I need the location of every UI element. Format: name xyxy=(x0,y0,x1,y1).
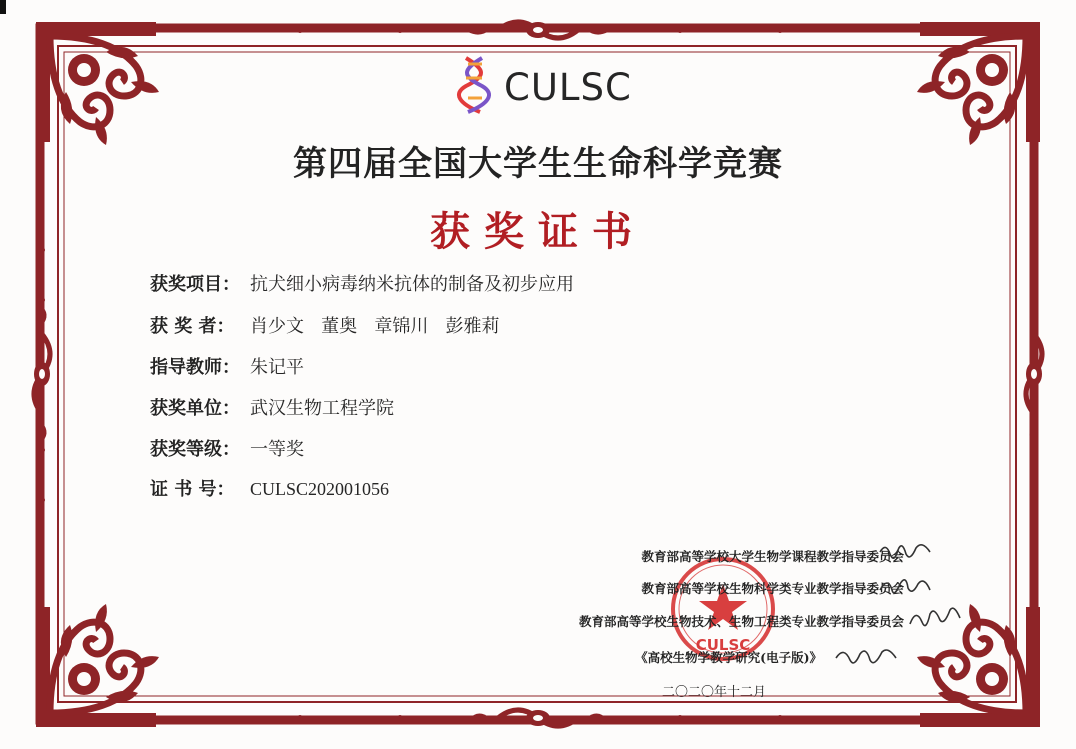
issuer-line: 教育部高等学校生物科学类专业教学指导委员会 xyxy=(641,581,904,596)
field-label: 获奖单位： xyxy=(150,398,240,419)
issuer-line: 教育部高等学校生物技术、生物工程类专业教学指导委员会 xyxy=(578,614,904,629)
field-label: 获奖等级： xyxy=(150,439,240,460)
field-winners xyxy=(150,312,500,342)
seal-text: CULSC xyxy=(695,636,751,654)
field-value: CULSC202001056 xyxy=(250,479,390,499)
field-label: 获奖项目： xyxy=(150,274,240,295)
logo-brand-text: CULSC xyxy=(504,66,632,109)
field-label: 获 奖 者： xyxy=(150,316,235,337)
field-value: 肖少文 董奥 章锦川 彭雅莉 xyxy=(250,316,500,337)
signature-4 xyxy=(832,642,904,672)
field-award-level xyxy=(150,435,304,465)
signature-3 xyxy=(906,604,966,634)
issue-date: 二〇二〇年十二月 xyxy=(662,685,767,700)
field-label: 证 书 号： xyxy=(150,479,235,500)
field-institution xyxy=(150,394,394,424)
dna-helix-icon xyxy=(456,54,496,116)
field-value: 朱记平 xyxy=(250,357,304,378)
field-value: 武汉生物工程学院 xyxy=(250,398,394,419)
competition-title: 第四届全国大学生生命科学竞赛 xyxy=(293,144,783,184)
signature-1 xyxy=(876,538,936,564)
culsc-logo xyxy=(456,54,656,116)
certificate-heading: 获奖证书 xyxy=(430,208,646,255)
field-project xyxy=(150,270,574,300)
field-value: 一等奖 xyxy=(250,439,304,460)
field-label: 指导教师： xyxy=(150,357,240,378)
issuer-line: 教育部高等学校大学生物学课程教学指导委员会 xyxy=(641,549,904,564)
signature-2 xyxy=(876,572,938,600)
field-value: 抗犬细小病毒纳米抗体的制备及初步应用 xyxy=(250,274,574,295)
issuer-line: 《高校生物学教学研究(电子版)》 xyxy=(635,650,822,665)
field-advisor xyxy=(150,353,304,383)
field-certificate-number xyxy=(150,475,389,505)
